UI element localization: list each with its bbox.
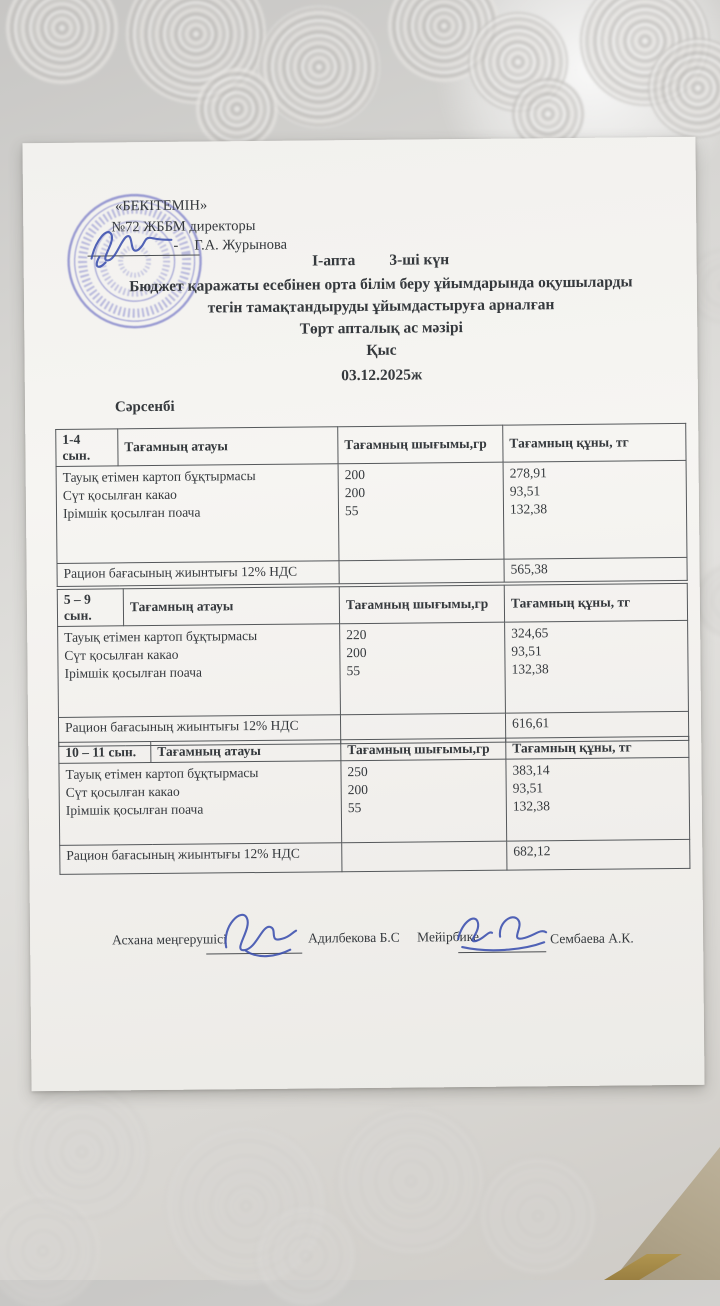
day-number-label: 3-ші күн <box>389 251 450 269</box>
price-column-header: Тағамның құны, тг <box>506 736 689 759</box>
dishes-row <box>56 460 687 563</box>
dish-column-header: Тағамның атауы <box>123 587 339 626</box>
dish-names-cell: Тауық етімен картоп бұқтырмасы Сүт қосылған какао Ірімшік қосылған поача <box>58 624 341 718</box>
title-line-1: Бюджет қаражаты есебінен орта білім беру ұйымдарында оқушыларды <box>129 273 633 296</box>
document-date: 03.12.2025ж <box>341 366 423 385</box>
grade-header: 5 – 9 сын. <box>57 589 123 627</box>
lace-swirl <box>336 1106 486 1256</box>
weights-cell: 250 200 55 <box>341 759 507 843</box>
menu-table-grade-1-4 <box>55 423 687 587</box>
title-line-2: тегін тамақтандыруды ұйымдастыруға арналған <box>207 296 555 317</box>
menu-table-grade-5-9 <box>57 583 689 747</box>
week-label: І-апта <box>312 252 356 270</box>
total-empty-cell <box>342 841 507 872</box>
director-signature <box>83 222 181 273</box>
total-row <box>60 839 690 874</box>
nurse-role: Мейірбике <box>417 928 480 945</box>
canteen-manager-signature <box>216 905 301 960</box>
weekday-label: Сәрсенбі <box>114 398 175 416</box>
price-column-header: Тағамның құны, тг <box>503 423 686 462</box>
document-paper <box>22 137 704 1091</box>
prices-cell: 383,14 93,51 132,38 <box>506 757 690 841</box>
total-label: Рацион бағасының жиынтығы 12% НДС <box>57 561 339 587</box>
weight-column-header: Тағамның шығымы,гр <box>339 585 504 624</box>
lace-swirl <box>256 1206 356 1306</box>
dish-column-header: Тағамның атауы <box>118 427 338 466</box>
prices-cell: 324,65 93,51 132,38 <box>505 620 689 713</box>
lace-swirl <box>196 68 278 150</box>
document-title <box>78 271 685 365</box>
approve-word: «БЕКІТЕМІН» <box>114 197 208 215</box>
total-value: 616,61 <box>505 711 688 742</box>
table-header-row <box>56 423 686 466</box>
dash: - <box>173 237 179 254</box>
weights-cell: 220 200 55 <box>340 622 506 715</box>
prices-cell: 278,91 93,51 132,38 <box>503 460 687 559</box>
weight-column-header: Тағамның шығымы,гр <box>338 425 503 464</box>
grade-header: 10 – 11 сын. <box>59 742 151 764</box>
total-label: Рацион бағасының жиынтығы 12% НДС <box>58 715 340 747</box>
lace-swirl <box>478 1156 598 1276</box>
organization-name: №72 ЖББМ директоры <box>111 217 256 235</box>
total-value: 682,12 <box>507 839 690 870</box>
director-name: Г.А. Журынова <box>194 236 288 254</box>
weights-cell: 200 200 55 <box>338 462 504 561</box>
nurse-signature <box>450 904 550 957</box>
total-row <box>57 557 687 586</box>
canteen-manager-name: Адилбекова Б.С <box>308 929 400 946</box>
dishes-row <box>58 620 689 717</box>
dish-column-header: Тағамның атауы <box>151 740 341 763</box>
grade-header: 1-4 сын. <box>56 429 118 467</box>
title-line-3: Төрт апталық ас мәзірі <box>299 319 463 338</box>
dishes-row <box>59 757 690 845</box>
price-column-header: Тағамның құны, тг <box>504 583 687 622</box>
total-value: 565,38 <box>504 557 687 582</box>
dish-names-cell: Тауық етімен картоп бұқтырмасы Сүт қосылған какао Ірімшік қосылған поача <box>56 464 339 564</box>
weight-column-header: Тағамның шығымы,гр <box>341 738 506 761</box>
lace-swirl <box>6 0 118 84</box>
canteen-manager-role: Асхана меңгерушісі <box>112 931 227 948</box>
menu-table-grade-10-11 <box>58 736 690 875</box>
total-label: Рацион бағасының жиынтығы 12% НДС <box>60 843 342 875</box>
title-line-4: Қыс <box>366 341 397 359</box>
nurse-name: Сембаева А.К. <box>550 930 634 947</box>
table-header-row <box>57 583 687 626</box>
dish-names-cell: Тауық етімен картоп бұқтырмасы Сүт қосылған какао Ірімшік қосылған поача <box>59 761 342 846</box>
total-empty-cell <box>339 559 504 584</box>
